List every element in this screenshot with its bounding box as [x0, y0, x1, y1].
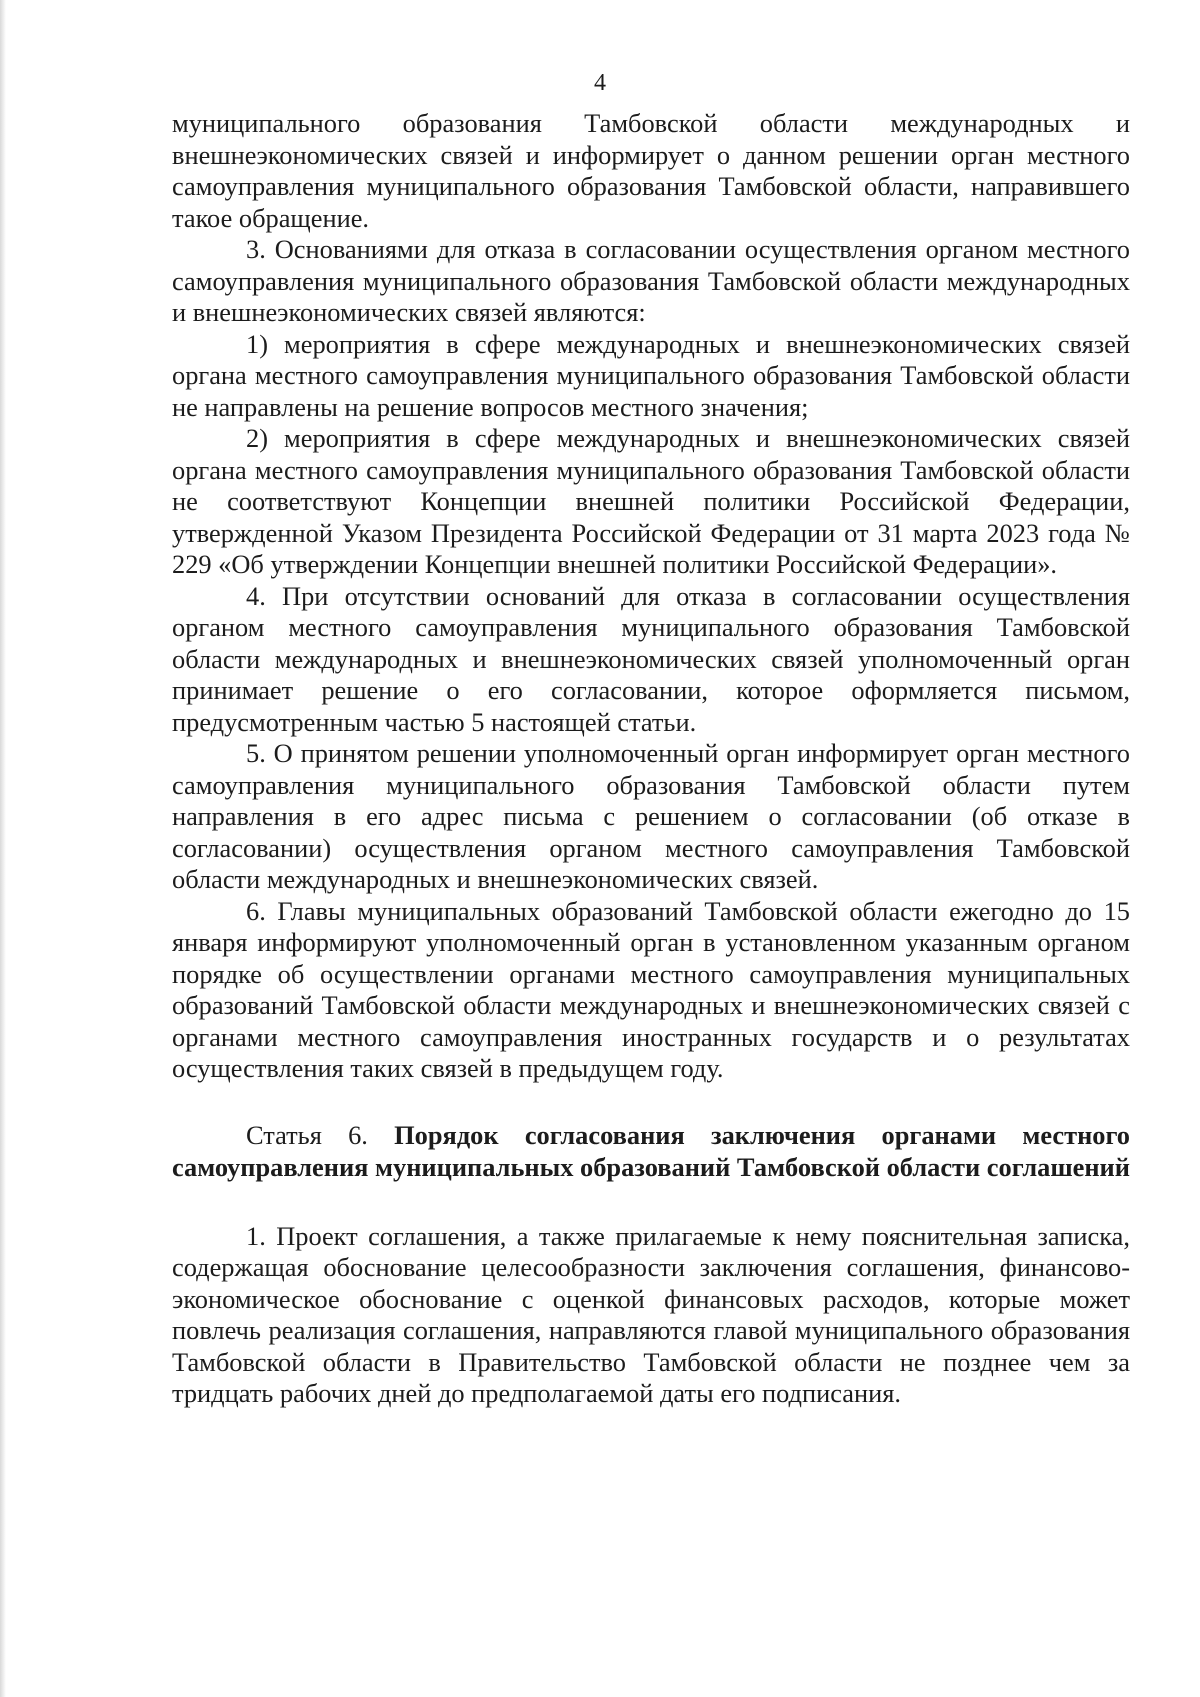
paragraph-item-4: 4. При отсутствии оснований для отказа в согласовании осуществления органом местного самоуправления муниципального образования Тамбовской области международных и внешнеэкономических связей уполномоченный орган принимает решение о его согласовании, которое оформляется письмом, предусмотренным частью 5 настоящей статьи. [172, 580, 1130, 737]
paragraph-subitem-2: 2) мероприятия в сфере международных и внешнеэкономических связей органа местного самоуправления муниципального образования Тамбовской области не соответствуют Концепции внешней политики Российской Федерации, утвержденной Указом Президента Российской Федерации от 31 марта 2023 года № 229 «Об утверждении Концепции внешней политики Российской Федерации». [172, 423, 1130, 579]
paragraph-item-3: 3. Основаниями для отказа в согласовании осуществления органом местного самоуправления муниципального образования Тамбовской области международных и внешнеэкономических связей являются: [172, 234, 1130, 327]
article-heading [172, 1119, 1130, 1183]
article-title: Порядок согласования заключения органами местного самоуправления муниципальных образований Тамбовской области соглашений [172, 1119, 1130, 1182]
paragraph-item-5: 5. О принятом решении уполномоченный орган информирует орган местного самоуправления муниципального образования Тамбовской области путем направления в его адрес письма с решением о согласовании (об отказе в согласовании) осуществления органом местного самоуправления Тамбовской области международных и внешнеэкономических связей. [172, 738, 1130, 894]
scan-edge-shadow [0, 0, 6, 1697]
paragraph-subitem-1: 1) мероприятия в сфере международных и внешнеэкономических связей органа местного самоуправления муниципального образования Тамбовской области не направлены на решение вопросов местного значения; [172, 328, 1130, 422]
paragraph-item-6: 6. Главы муниципальных образований Тамбовской области ежегодно до 15 января информируют уполномоченный орган в установленном указанным органом порядке об осуществлении органами местного самоуправления муниципальных образований Тамбовской области международных и внешнеэкономических связей с органами местного самоуправления иностранных государств и о результатах осуществления таких связей в предыдущем году. [172, 895, 1130, 1083]
page-number: 4 [594, 70, 606, 96]
article-label: Статья 6. [246, 1119, 368, 1150]
article-paragraph-1: 1. Проект соглашения, а также прилагаемые к нему пояснительная записка, содержащая обоснование целесообразности заключения соглашения, финансово-экономическое обоснование с оценкой финансовых расходов, которые может повлечь реализация соглашения, направляются главой муниципального образования Тамбовской области в Правительство Тамбовской области не позднее чем за тридцать рабочих дней до предполагаемой даты его подписания. [172, 1220, 1130, 1408]
document-body [172, 108, 1130, 1410]
paragraph-continuation: муниципального образования Тамбовской области международных и внешнеэкономических связей и информирует о данном решении орган местного самоуправления муниципального образования Тамбовской области, направившего такое обращение. [172, 108, 1130, 233]
